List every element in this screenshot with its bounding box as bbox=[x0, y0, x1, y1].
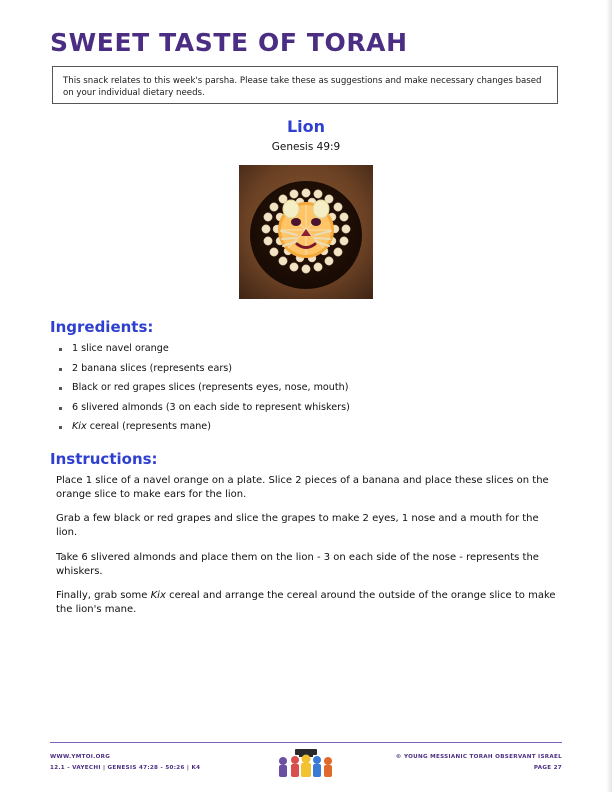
instruction-step: Place 1 slice of a navel orange on a plate. Slice 2 pieces of a banana and place these slices on the orange slice to make ears for the lion. bbox=[56, 475, 549, 501]
organization-logo-icon bbox=[275, 748, 337, 780]
recipe-verse-reference: Genesis 49:9 bbox=[271, 141, 341, 153]
instruction-step: Take 6 slivered almonds and place them on the lion - 3 on each side of the nose - represents the whiskers. bbox=[56, 552, 539, 578]
footer-copyright: © YOUNG MESSIANIC TORAH OBSERVANT ISRAEL bbox=[395, 754, 562, 760]
page-title: SWEET TASTE OF TORAH bbox=[50, 28, 408, 57]
list-item: Black or red grapes slices (represents eyes, nose, mouth) bbox=[56, 383, 556, 393]
list-item: Kix cereal (represents mane) bbox=[56, 422, 556, 432]
instruction-step: Finally, grab some Kix cereal and arrange the cereal around the outside of the orange slice to make the lion's mane. bbox=[56, 590, 556, 616]
ingredients-heading: Ingredients: bbox=[50, 318, 154, 336]
lion-snack-photo bbox=[239, 165, 373, 299]
dietary-notice-text: This snack relates to this week's parsha. Please take these as suggestions and make necessary changes based on your individual dietary needs. bbox=[63, 76, 542, 99]
ingredients-list bbox=[56, 344, 556, 442]
dietary-notice-box bbox=[52, 66, 558, 104]
list-item: 6 slivered almonds (3 on each side to represent whiskers) bbox=[56, 403, 556, 413]
footer-reference: 12.1 - VAYECHI | GENESIS 47:28 - 50:26 | K4 bbox=[50, 764, 201, 771]
instruction-step: Grab a few black or red grapes and slice the grapes to make 2 eyes, 1 nose and a mouth for the lion. bbox=[56, 513, 539, 539]
recipe-title: Lion bbox=[286, 117, 326, 136]
footer-website[interactable]: WWW.YMTOI.ORG bbox=[50, 754, 111, 760]
footer-left-block bbox=[50, 752, 200, 773]
list-item: 1 slice navel orange bbox=[56, 344, 556, 354]
footer-right-block bbox=[396, 752, 562, 773]
instructions-heading: Instructions: bbox=[50, 450, 158, 468]
list-item: 2 banana slices (represents ears) bbox=[56, 364, 556, 374]
footer-divider bbox=[50, 742, 562, 743]
footer-page-number: PAGE 27 bbox=[533, 764, 562, 771]
